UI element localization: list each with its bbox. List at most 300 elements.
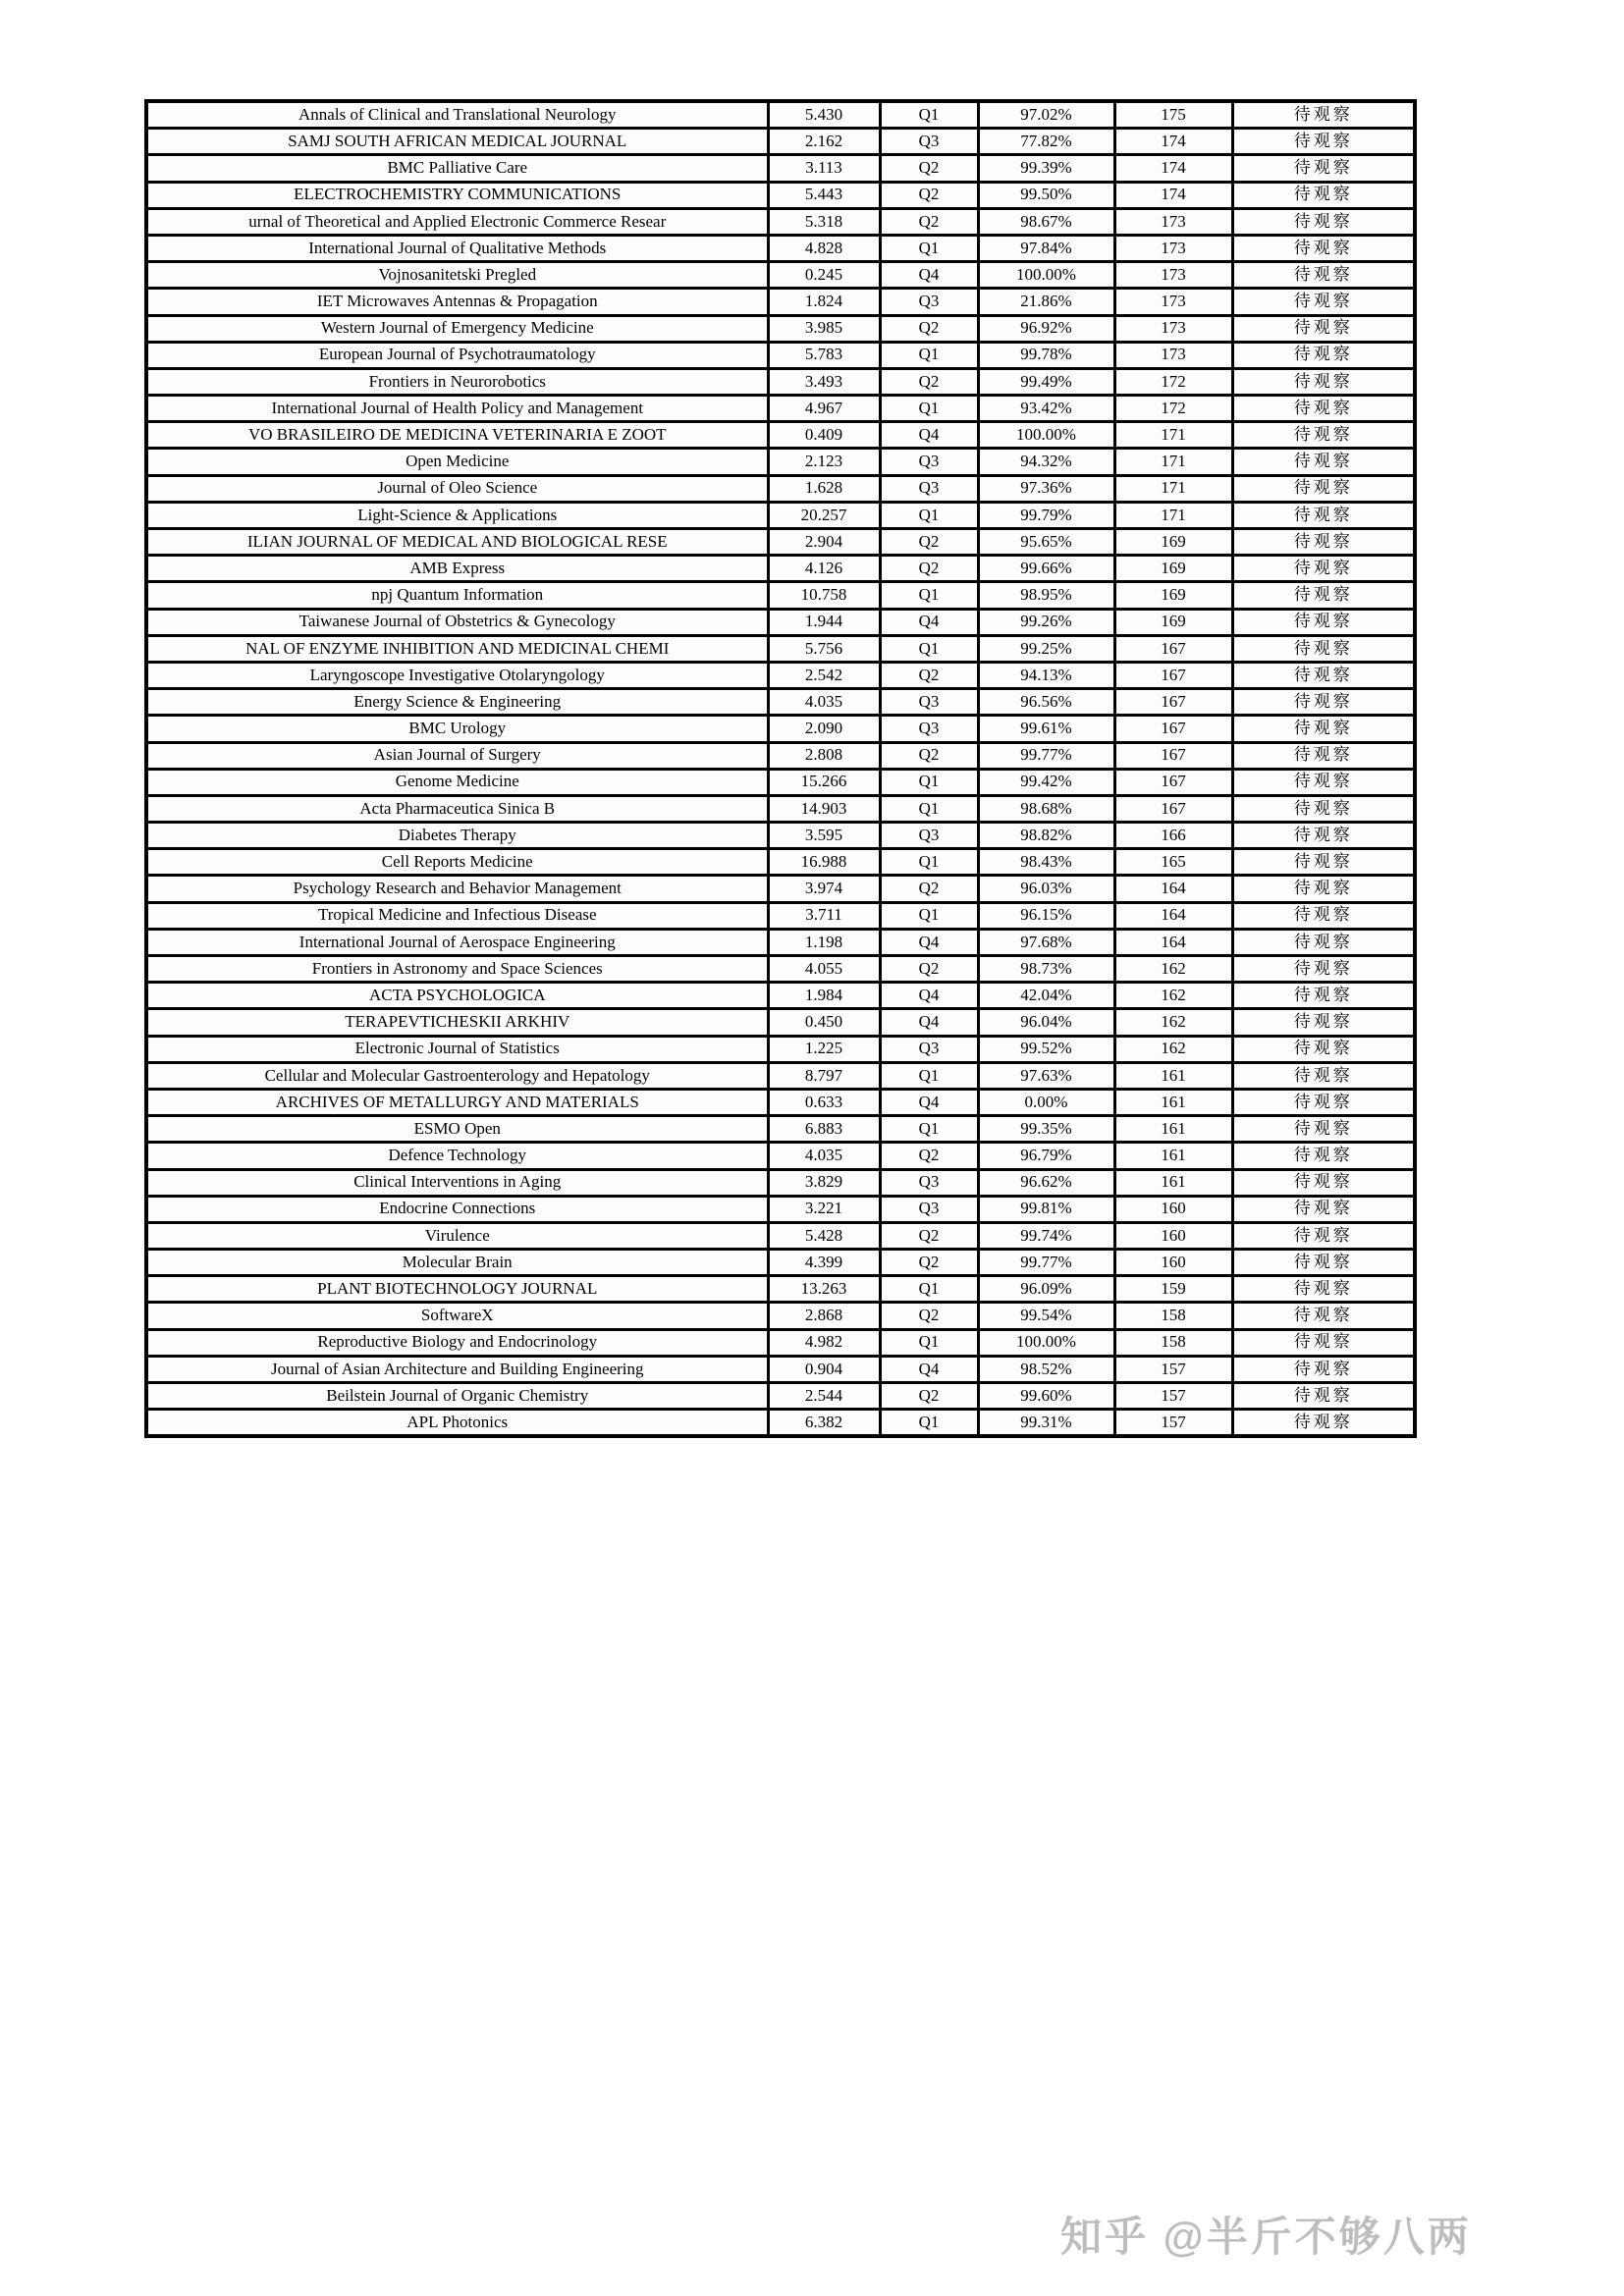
quartile-cell: Q3 xyxy=(880,716,978,742)
quartile-cell: Q1 xyxy=(880,1276,978,1303)
table-row xyxy=(146,1062,1415,1089)
percentile-cell: 96.56% xyxy=(978,689,1114,716)
percentile-cell: 96.09% xyxy=(978,1276,1114,1303)
count-cell: 167 xyxy=(1114,689,1232,716)
table-row xyxy=(146,101,1415,129)
impact-factor-cell: 13.263 xyxy=(768,1276,880,1303)
impact-factor-cell: 5.318 xyxy=(768,208,880,235)
status-cell: 待观察 xyxy=(1232,1143,1415,1169)
quartile-cell: Q4 xyxy=(880,422,978,449)
journal-name-cell: Virulence xyxy=(146,1222,768,1249)
status-cell: 待观察 xyxy=(1232,475,1415,502)
percentile-cell: 98.82% xyxy=(978,823,1114,849)
count-cell: 173 xyxy=(1114,208,1232,235)
count-cell: 167 xyxy=(1114,716,1232,742)
percentile-cell: 94.32% xyxy=(978,449,1114,475)
status-cell: 待观察 xyxy=(1232,742,1415,769)
status-cell: 待观察 xyxy=(1232,129,1415,155)
journal-name-cell: BMC Palliative Care xyxy=(146,155,768,182)
status-cell: 待观察 xyxy=(1232,449,1415,475)
percentile-cell: 77.82% xyxy=(978,129,1114,155)
journal-name-cell: Cell Reports Medicine xyxy=(146,849,768,876)
impact-factor-cell: 3.974 xyxy=(768,876,880,902)
impact-factor-cell: 2.544 xyxy=(768,1383,880,1410)
quartile-cell: Q1 xyxy=(880,795,978,822)
count-cell: 171 xyxy=(1114,422,1232,449)
table-row xyxy=(146,396,1415,422)
status-cell: 待观察 xyxy=(1232,1303,1415,1329)
impact-factor-cell: 0.245 xyxy=(768,262,880,289)
quartile-cell: Q4 xyxy=(880,262,978,289)
status-cell: 待观察 xyxy=(1232,1250,1415,1276)
table-row xyxy=(146,983,1415,1009)
impact-factor-cell: 1.628 xyxy=(768,475,880,502)
impact-factor-cell: 5.428 xyxy=(768,1222,880,1249)
status-cell: 待观察 xyxy=(1232,208,1415,235)
percentile-cell: 99.49% xyxy=(978,368,1114,395)
table-row xyxy=(146,1009,1415,1036)
journal-name-cell: BMC Urology xyxy=(146,716,768,742)
percentile-cell: 98.67% xyxy=(978,208,1114,235)
percentile-cell: 99.54% xyxy=(978,1303,1114,1329)
impact-factor-cell: 15.266 xyxy=(768,769,880,795)
impact-factor-cell: 10.758 xyxy=(768,582,880,609)
status-cell: 待观察 xyxy=(1232,1036,1415,1062)
count-cell: 161 xyxy=(1114,1143,1232,1169)
impact-factor-cell: 3.595 xyxy=(768,823,880,849)
count-cell: 160 xyxy=(1114,1222,1232,1249)
impact-factor-cell: 5.783 xyxy=(768,342,880,368)
quartile-cell: Q2 xyxy=(880,155,978,182)
percentile-cell: 98.73% xyxy=(978,956,1114,983)
status-cell: 待观察 xyxy=(1232,769,1415,795)
quartile-cell: Q4 xyxy=(880,609,978,635)
journal-name-cell: Defence Technology xyxy=(146,1143,768,1169)
table-row xyxy=(146,422,1415,449)
quartile-cell: Q3 xyxy=(880,823,978,849)
percentile-cell: 99.50% xyxy=(978,182,1114,208)
impact-factor-cell: 1.225 xyxy=(768,1036,880,1062)
journal-name-cell: TERAPEVTICHESKII ARKHIV xyxy=(146,1009,768,1036)
status-cell: 待观察 xyxy=(1232,262,1415,289)
quartile-cell: Q1 xyxy=(880,1410,978,1437)
impact-factor-cell: 2.868 xyxy=(768,1303,880,1329)
table-row xyxy=(146,1116,1415,1143)
journal-name-cell: International Journal of Health Policy and Management xyxy=(146,396,768,422)
percentile-cell: 99.78% xyxy=(978,342,1114,368)
journal-name-cell: Taiwanese Journal of Obstetrics & Gynecology xyxy=(146,609,768,635)
percentile-cell: 96.04% xyxy=(978,1009,1114,1036)
impact-factor-cell: 4.035 xyxy=(768,1143,880,1169)
count-cell: 167 xyxy=(1114,662,1232,688)
impact-factor-cell: 2.123 xyxy=(768,449,880,475)
journal-name-cell: PLANT BIOTECHNOLOGY JOURNAL xyxy=(146,1276,768,1303)
percentile-cell: 99.77% xyxy=(978,1250,1114,1276)
journal-name-cell: ESMO Open xyxy=(146,1116,768,1143)
count-cell: 164 xyxy=(1114,929,1232,955)
journal-name-cell: ELECTROCHEMISTRY COMMUNICATIONS xyxy=(146,182,768,208)
quartile-cell: Q2 xyxy=(880,1250,978,1276)
status-cell: 待观察 xyxy=(1232,315,1415,342)
status-cell: 待观察 xyxy=(1232,1276,1415,1303)
status-cell: 待观察 xyxy=(1232,422,1415,449)
percentile-cell: 97.63% xyxy=(978,1062,1114,1089)
impact-factor-cell: 3.493 xyxy=(768,368,880,395)
quartile-cell: Q2 xyxy=(880,182,978,208)
count-cell: 174 xyxy=(1114,155,1232,182)
impact-factor-cell: 1.944 xyxy=(768,609,880,635)
percentile-cell: 94.13% xyxy=(978,662,1114,688)
table-row xyxy=(146,742,1415,769)
quartile-cell: Q2 xyxy=(880,556,978,582)
impact-factor-cell: 0.904 xyxy=(768,1356,880,1382)
status-cell: 待观察 xyxy=(1232,689,1415,716)
table-row xyxy=(146,208,1415,235)
status-cell: 待观察 xyxy=(1232,662,1415,688)
table-row xyxy=(146,689,1415,716)
quartile-cell: Q3 xyxy=(880,1036,978,1062)
impact-factor-cell: 4.055 xyxy=(768,956,880,983)
quartile-cell: Q4 xyxy=(880,1356,978,1382)
quartile-cell: Q1 xyxy=(880,1116,978,1143)
journal-name-cell: Tropical Medicine and Infectious Disease xyxy=(146,902,768,929)
journal-name-cell: Journal of Oleo Science xyxy=(146,475,768,502)
status-cell: 待观察 xyxy=(1232,823,1415,849)
impact-factor-cell: 3.113 xyxy=(768,155,880,182)
table-row xyxy=(146,1222,1415,1249)
journal-name-cell: NAL OF ENZYME INHIBITION AND MEDICINAL CHEMI xyxy=(146,635,768,662)
table-row xyxy=(146,876,1415,902)
zhihu-watermark: 知乎 @半斤不够八两 xyxy=(1060,2214,1472,2260)
status-cell: 待观察 xyxy=(1232,1222,1415,1249)
quartile-cell: Q2 xyxy=(880,742,978,769)
quartile-cell: Q1 xyxy=(880,1329,978,1356)
percentile-cell: 100.00% xyxy=(978,262,1114,289)
impact-factor-cell: 0.450 xyxy=(768,1009,880,1036)
percentile-cell: 100.00% xyxy=(978,422,1114,449)
impact-factor-cell: 3.711 xyxy=(768,902,880,929)
table-row xyxy=(146,635,1415,662)
quartile-cell: Q2 xyxy=(880,1222,978,1249)
table-row xyxy=(146,262,1415,289)
table-row xyxy=(146,1250,1415,1276)
status-cell: 待观察 xyxy=(1232,235,1415,261)
table-row xyxy=(146,609,1415,635)
count-cell: 160 xyxy=(1114,1250,1232,1276)
impact-factor-cell: 2.162 xyxy=(768,129,880,155)
count-cell: 167 xyxy=(1114,795,1232,822)
journal-name-cell: npj Quantum Information xyxy=(146,582,768,609)
journal-name-cell: ILIAN JOURNAL OF MEDICAL AND BIOLOGICAL RESE xyxy=(146,529,768,556)
count-cell: 161 xyxy=(1114,1169,1232,1196)
count-cell: 173 xyxy=(1114,315,1232,342)
journal-name-cell: Psychology Research and Behavior Management xyxy=(146,876,768,902)
percentile-cell: 99.39% xyxy=(978,155,1114,182)
status-cell: 待观察 xyxy=(1232,795,1415,822)
percentile-cell: 95.65% xyxy=(978,529,1114,556)
impact-factor-cell: 2.808 xyxy=(768,742,880,769)
status-cell: 待观察 xyxy=(1232,1116,1415,1143)
table-row xyxy=(146,1169,1415,1196)
impact-factor-cell: 0.633 xyxy=(768,1089,880,1115)
percentile-cell: 99.74% xyxy=(978,1222,1114,1249)
count-cell: 157 xyxy=(1114,1356,1232,1382)
status-cell: 待观察 xyxy=(1232,849,1415,876)
table-row xyxy=(146,529,1415,556)
count-cell: 158 xyxy=(1114,1303,1232,1329)
count-cell: 162 xyxy=(1114,956,1232,983)
journal-metrics-table xyxy=(144,99,1417,1438)
journal-name-cell: ARCHIVES OF METALLURGY AND MATERIALS xyxy=(146,1089,768,1115)
journal-name-cell: Acta Pharmaceutica Sinica B xyxy=(146,795,768,822)
impact-factor-cell: 3.221 xyxy=(768,1196,880,1222)
quartile-cell: Q3 xyxy=(880,129,978,155)
count-cell: 173 xyxy=(1114,342,1232,368)
table-row xyxy=(146,1196,1415,1222)
count-cell: 162 xyxy=(1114,983,1232,1009)
journal-name-cell: Vojnosanitetski Pregled xyxy=(146,262,768,289)
quartile-cell: Q1 xyxy=(880,502,978,528)
count-cell: 174 xyxy=(1114,129,1232,155)
quartile-cell: Q1 xyxy=(880,769,978,795)
percentile-cell: 98.43% xyxy=(978,849,1114,876)
journal-name-cell: Laryngoscope Investigative Otolaryngology xyxy=(146,662,768,688)
journal-name-cell: Cellular and Molecular Gastroenterology and Hepatology xyxy=(146,1062,768,1089)
impact-factor-cell: 3.829 xyxy=(768,1169,880,1196)
percentile-cell: 97.02% xyxy=(978,101,1114,129)
percentile-cell: 42.04% xyxy=(978,983,1114,1009)
impact-factor-cell: 2.542 xyxy=(768,662,880,688)
count-cell: 161 xyxy=(1114,1116,1232,1143)
journal-name-cell: SAMJ SOUTH AFRICAN MEDICAL JOURNAL xyxy=(146,129,768,155)
status-cell: 待观察 xyxy=(1232,1356,1415,1382)
impact-factor-cell: 4.828 xyxy=(768,235,880,261)
percentile-cell: 97.36% xyxy=(978,475,1114,502)
journal-name-cell: Reproductive Biology and Endocrinology xyxy=(146,1329,768,1356)
quartile-cell: Q1 xyxy=(880,342,978,368)
count-cell: 171 xyxy=(1114,475,1232,502)
impact-factor-cell: 16.988 xyxy=(768,849,880,876)
status-cell: 待观察 xyxy=(1232,101,1415,129)
status-cell: 待观察 xyxy=(1232,956,1415,983)
percentile-cell: 100.00% xyxy=(978,1329,1114,1356)
journal-name-cell: Diabetes Therapy xyxy=(146,823,768,849)
status-cell: 待观察 xyxy=(1232,1410,1415,1437)
status-cell: 待观察 xyxy=(1232,342,1415,368)
table-row xyxy=(146,315,1415,342)
percentile-cell: 99.79% xyxy=(978,502,1114,528)
table-row xyxy=(146,449,1415,475)
percentile-cell: 99.42% xyxy=(978,769,1114,795)
status-cell: 待观察 xyxy=(1232,1062,1415,1089)
journal-name-cell: International Journal of Aerospace Engineering xyxy=(146,929,768,955)
percentile-cell: 99.77% xyxy=(978,742,1114,769)
percentile-cell: 96.15% xyxy=(978,902,1114,929)
status-cell: 待观察 xyxy=(1232,1089,1415,1115)
impact-factor-cell: 6.883 xyxy=(768,1116,880,1143)
quartile-cell: Q3 xyxy=(880,475,978,502)
quartile-cell: Q2 xyxy=(880,876,978,902)
percentile-cell: 99.26% xyxy=(978,609,1114,635)
percentile-cell: 99.52% xyxy=(978,1036,1114,1062)
journal-name-cell: Beilstein Journal of Organic Chemistry xyxy=(146,1383,768,1410)
status-cell: 待观察 xyxy=(1232,529,1415,556)
percentile-cell: 93.42% xyxy=(978,396,1114,422)
count-cell: 160 xyxy=(1114,1196,1232,1222)
impact-factor-cell: 1.824 xyxy=(768,289,880,315)
count-cell: 167 xyxy=(1114,635,1232,662)
quartile-cell: Q1 xyxy=(880,396,978,422)
count-cell: 157 xyxy=(1114,1383,1232,1410)
count-cell: 162 xyxy=(1114,1009,1232,1036)
quartile-cell: Q1 xyxy=(880,235,978,261)
table-row xyxy=(146,1143,1415,1169)
journal-name-cell: APL Photonics xyxy=(146,1410,768,1437)
status-cell: 待观察 xyxy=(1232,1329,1415,1356)
impact-factor-cell: 4.982 xyxy=(768,1329,880,1356)
impact-factor-cell: 4.399 xyxy=(768,1250,880,1276)
quartile-cell: Q2 xyxy=(880,1383,978,1410)
percentile-cell: 99.61% xyxy=(978,716,1114,742)
status-cell: 待观察 xyxy=(1232,155,1415,182)
impact-factor-cell: 4.967 xyxy=(768,396,880,422)
count-cell: 162 xyxy=(1114,1036,1232,1062)
percentile-cell: 99.25% xyxy=(978,635,1114,662)
table-row xyxy=(146,235,1415,261)
count-cell: 173 xyxy=(1114,262,1232,289)
quartile-cell: Q2 xyxy=(880,1303,978,1329)
journal-name-cell: ACTA PSYCHOLOGICA xyxy=(146,983,768,1009)
table-row xyxy=(146,155,1415,182)
count-cell: 164 xyxy=(1114,902,1232,929)
quartile-cell: Q3 xyxy=(880,289,978,315)
status-cell: 待观察 xyxy=(1232,902,1415,929)
impact-factor-cell: 4.035 xyxy=(768,689,880,716)
status-cell: 待观察 xyxy=(1232,1196,1415,1222)
journal-name-cell: Genome Medicine xyxy=(146,769,768,795)
impact-factor-cell: 2.090 xyxy=(768,716,880,742)
count-cell: 171 xyxy=(1114,502,1232,528)
quartile-cell: Q1 xyxy=(880,582,978,609)
count-cell: 161 xyxy=(1114,1062,1232,1089)
count-cell: 161 xyxy=(1114,1089,1232,1115)
count-cell: 169 xyxy=(1114,609,1232,635)
table-row xyxy=(146,1383,1415,1410)
impact-factor-cell: 5.443 xyxy=(768,182,880,208)
status-cell: 待观察 xyxy=(1232,635,1415,662)
table-row xyxy=(146,956,1415,983)
table-row xyxy=(146,342,1415,368)
journal-name-cell: Molecular Brain xyxy=(146,1250,768,1276)
count-cell: 169 xyxy=(1114,556,1232,582)
quartile-cell: Q2 xyxy=(880,662,978,688)
journal-name-cell: Frontiers in Astronomy and Space Sciences xyxy=(146,956,768,983)
impact-factor-cell: 0.409 xyxy=(768,422,880,449)
journal-name-cell: Light-Science & Applications xyxy=(146,502,768,528)
table-row xyxy=(146,1329,1415,1356)
journal-name-cell: Endocrine Connections xyxy=(146,1196,768,1222)
percentile-cell: 99.31% xyxy=(978,1410,1114,1437)
percentile-cell: 99.35% xyxy=(978,1116,1114,1143)
table-row xyxy=(146,502,1415,528)
status-cell: 待观察 xyxy=(1232,983,1415,1009)
percentile-cell: 99.60% xyxy=(978,1383,1114,1410)
count-cell: 169 xyxy=(1114,529,1232,556)
status-cell: 待观察 xyxy=(1232,396,1415,422)
percentile-cell: 97.68% xyxy=(978,929,1114,955)
impact-factor-cell: 1.198 xyxy=(768,929,880,955)
table-row xyxy=(146,849,1415,876)
table-row xyxy=(146,1356,1415,1382)
journal-name-cell: International Journal of Qualitative Methods xyxy=(146,235,768,261)
quartile-cell: Q2 xyxy=(880,208,978,235)
count-cell: 167 xyxy=(1114,742,1232,769)
status-cell: 待观察 xyxy=(1232,1009,1415,1036)
journal-name-cell: Energy Science & Engineering xyxy=(146,689,768,716)
journal-name-cell: urnal of Theoretical and Applied Electronic Commerce Resear xyxy=(146,208,768,235)
table-row xyxy=(146,368,1415,395)
table-row xyxy=(146,1276,1415,1303)
table-row xyxy=(146,929,1415,955)
impact-factor-cell: 14.903 xyxy=(768,795,880,822)
count-cell: 157 xyxy=(1114,1410,1232,1437)
journal-name-cell: Asian Journal of Surgery xyxy=(146,742,768,769)
percentile-cell: 99.81% xyxy=(978,1196,1114,1222)
table-row xyxy=(146,289,1415,315)
count-cell: 165 xyxy=(1114,849,1232,876)
table-row xyxy=(146,769,1415,795)
quartile-cell: Q3 xyxy=(880,1196,978,1222)
percentile-cell: 97.84% xyxy=(978,235,1114,261)
impact-factor-cell: 2.904 xyxy=(768,529,880,556)
quartile-cell: Q3 xyxy=(880,449,978,475)
count-cell: 159 xyxy=(1114,1276,1232,1303)
journal-name-cell: VO BRASILEIRO DE MEDICINA VETERINARIA E ZOOT xyxy=(146,422,768,449)
impact-factor-cell: 6.382 xyxy=(768,1410,880,1437)
percentile-cell: 98.68% xyxy=(978,795,1114,822)
quartile-cell: Q2 xyxy=(880,529,978,556)
impact-factor-cell: 20.257 xyxy=(768,502,880,528)
table-row xyxy=(146,1036,1415,1062)
table-row xyxy=(146,662,1415,688)
quartile-cell: Q3 xyxy=(880,689,978,716)
journal-name-cell: AMB Express xyxy=(146,556,768,582)
percentile-cell: 99.66% xyxy=(978,556,1114,582)
status-cell: 待观察 xyxy=(1232,289,1415,315)
quartile-cell: Q2 xyxy=(880,368,978,395)
status-cell: 待观察 xyxy=(1232,716,1415,742)
percentile-cell: 96.03% xyxy=(978,876,1114,902)
quartile-cell: Q4 xyxy=(880,929,978,955)
table-row xyxy=(146,795,1415,822)
table-row xyxy=(146,716,1415,742)
journal-name-cell: Journal of Asian Architecture and Building Engineering xyxy=(146,1356,768,1382)
journal-name-cell: Annals of Clinical and Translational Neurology xyxy=(146,101,768,129)
journal-name-cell: Electronic Journal of Statistics xyxy=(146,1036,768,1062)
quartile-cell: Q1 xyxy=(880,635,978,662)
status-cell: 待观察 xyxy=(1232,556,1415,582)
count-cell: 173 xyxy=(1114,289,1232,315)
status-cell: 待观察 xyxy=(1232,502,1415,528)
percentile-cell: 21.86% xyxy=(978,289,1114,315)
status-cell: 待观察 xyxy=(1232,582,1415,609)
quartile-cell: Q2 xyxy=(880,1143,978,1169)
journal-name-cell: Western Journal of Emergency Medicine xyxy=(146,315,768,342)
impact-factor-cell: 8.797 xyxy=(768,1062,880,1089)
count-cell: 158 xyxy=(1114,1329,1232,1356)
table-row xyxy=(146,556,1415,582)
journal-name-cell: European Journal of Psychotraumatology xyxy=(146,342,768,368)
